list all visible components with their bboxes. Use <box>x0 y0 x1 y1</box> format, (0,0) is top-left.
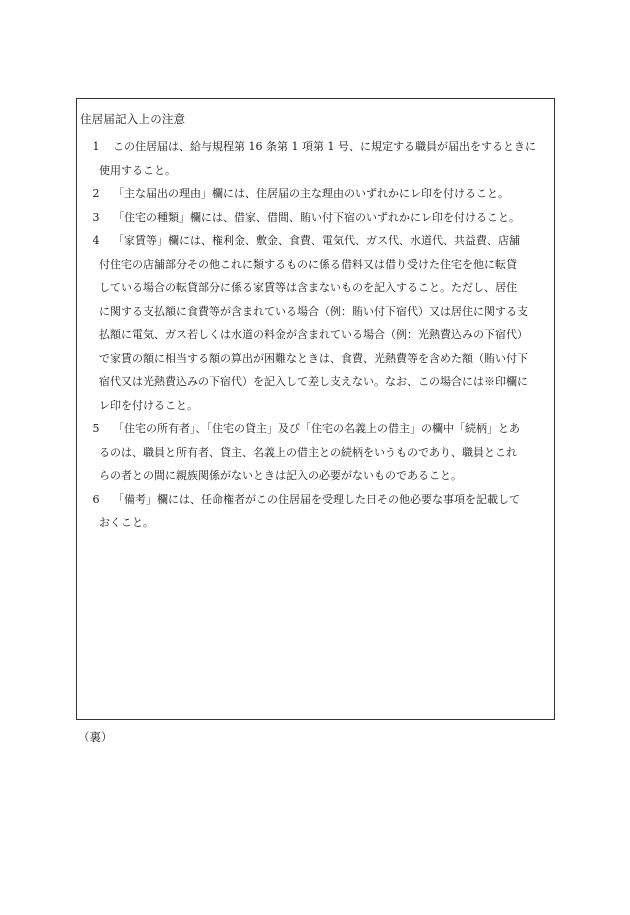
note-line: 使用すること。 <box>99 163 176 177</box>
note-line: 「主な届出の理由」欄には、住居届の主な理由のいずれかにレ印を付けること。 <box>113 187 509 200</box>
note-line: るのは、職員と所有者、貸主、名義上の借主との続柄をいうものであり、職員とこれ <box>99 445 517 459</box>
note-line: この住居届は、給与規程第 16 条第 1 項第 1 号、に規定する職員が届出をするときに <box>113 140 536 153</box>
note-line: 付住宅の店舗部分その他これに類するものに係る借料又は借り受けた住宅を他に転貸 <box>99 257 517 271</box>
note-item <box>77 182 556 206</box>
note-item <box>77 488 556 535</box>
note-line: らの者との間に親族関係がないときは記入の必要がないものであること。 <box>99 469 462 482</box>
page-side-label: （裏） <box>78 730 113 744</box>
notice-title: 住居届記入上の注意 <box>80 112 186 126</box>
note-number: 6 <box>92 492 100 506</box>
note-number: 5 <box>92 422 100 435</box>
note-number: 3 <box>92 210 100 224</box>
note-number: 1 <box>92 140 100 153</box>
note-line: 宿代又は光熱費込みの下宿代）を記入して差し支えない。なお、この場合には※印欄に <box>99 375 528 388</box>
note-line: 「家賃等」欄には、権利金、敷金、食費、電気代、ガス代、水道代、共益費、店舗 <box>113 234 520 247</box>
note-item <box>77 206 556 230</box>
note-line: で家賃の額に相当する額の算出が困難なときは、食費、光熱費等を含めた額（賄い付下 <box>99 351 528 365</box>
note-line: に関する支払額に食費等が含まれている場合（例：賄い付下宿代）又は居住に関する支 <box>99 304 528 318</box>
note-number: 4 <box>92 234 100 247</box>
note-line: 「住宅の種類」欄には、借家、借間、賄い付下宿のいずれかにレ印を付けること。 <box>113 210 520 224</box>
note-item <box>77 229 556 417</box>
note-line: レ印を付けること。 <box>99 398 198 412</box>
note-line: おくこと。 <box>99 516 154 529</box>
note-line: している場合の転貸部分に係る家賃等は含まないものを記入すること。ただし、居住 <box>99 281 517 294</box>
note-number: 2 <box>92 187 100 200</box>
note-line: 「住宅の所有者」、「住宅の貸主」及び「住宅の名義上の借主」の欄中「続柄」とあ <box>113 422 520 435</box>
note-item <box>77 135 556 182</box>
notice-box <box>76 98 555 720</box>
note-line: 「備考」欄には、任命権者がこの住居届を受理した日その他必要な事項を記載して <box>113 492 520 506</box>
note-line: 払額に電気、ガス若しくは水道の料金が含まれている場合（例：光熱費込みの下宿代） <box>99 328 528 341</box>
notes-list <box>77 135 556 535</box>
note-item <box>77 417 556 488</box>
